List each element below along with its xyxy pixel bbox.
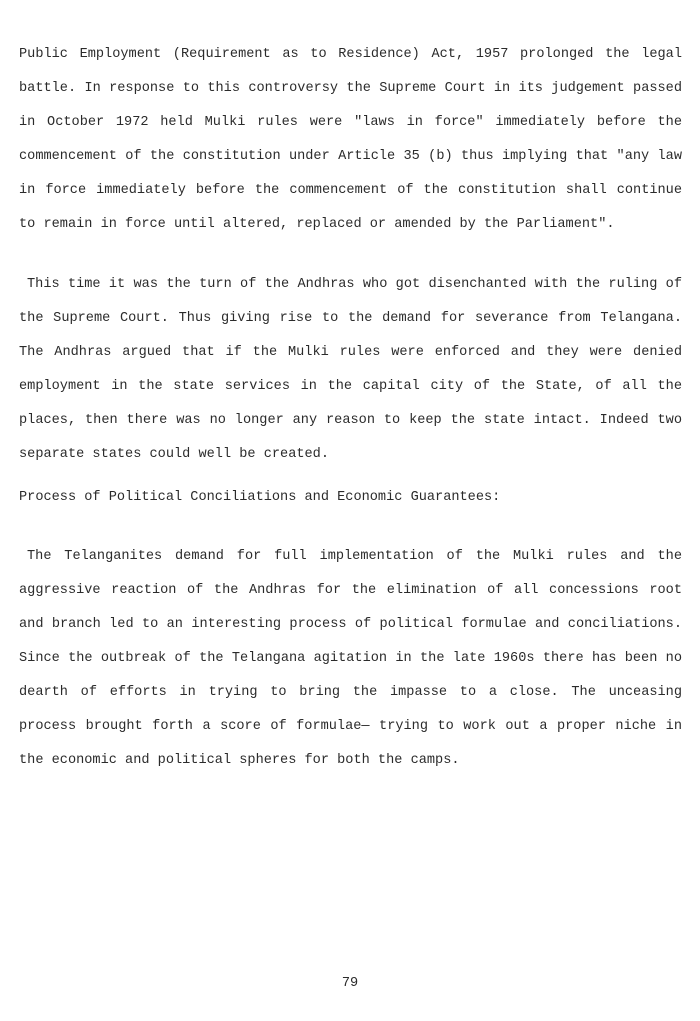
body-text-column xyxy=(19,38,682,778)
section-heading-process-of-political-conciliations: Process of Political Conciliations and Economic Guarantees: xyxy=(19,490,501,505)
paragraph-andhras-disenchanted: This time it was the turn of the Andhras who got disenchanted with the ruling of the Supreme Court. Thus giving rise to the demand for severance from Telangana. The Andhras argued that if the Mulki rules were enforced and they were denied employment in the state services in the capital city of the State, of all the places, then there was no longer any reason to keep the state intact. Indeed two separate states could well be created. xyxy=(19,277,682,462)
paragraph-mulki-rules-supreme-court: Public Employment (Requirement as to Residence) Act, 1957 prolonged the legal battle. In response to this controversy the Supreme Court in its judgement passed in October 1972 held Mulki rules were "laws in force" immediately before the commencement of the constitution under Article 35 (b) thus implying that "any law in force immediately before the commencement of the constitution shall continue to remain in force until altered, replaced or amended by the Parliament". xyxy=(19,47,682,232)
page-number: 79 xyxy=(341,976,359,991)
paragraph-telanganites-demand: The Telanganites demand for full implementation of the Mulki rules and the aggressive reaction of the Andhras for the elimination of all concessions root and branch led to an interesting process of political formulae and conciliations. Since the outbreak of the Telangana agitation in the late 1960s there has been no dearth of efforts in trying to bring the impasse to a close. The unceasing process brought forth a score of formulae— trying to work out a proper niche in the economic and political spheres for both the camps. xyxy=(19,549,682,768)
